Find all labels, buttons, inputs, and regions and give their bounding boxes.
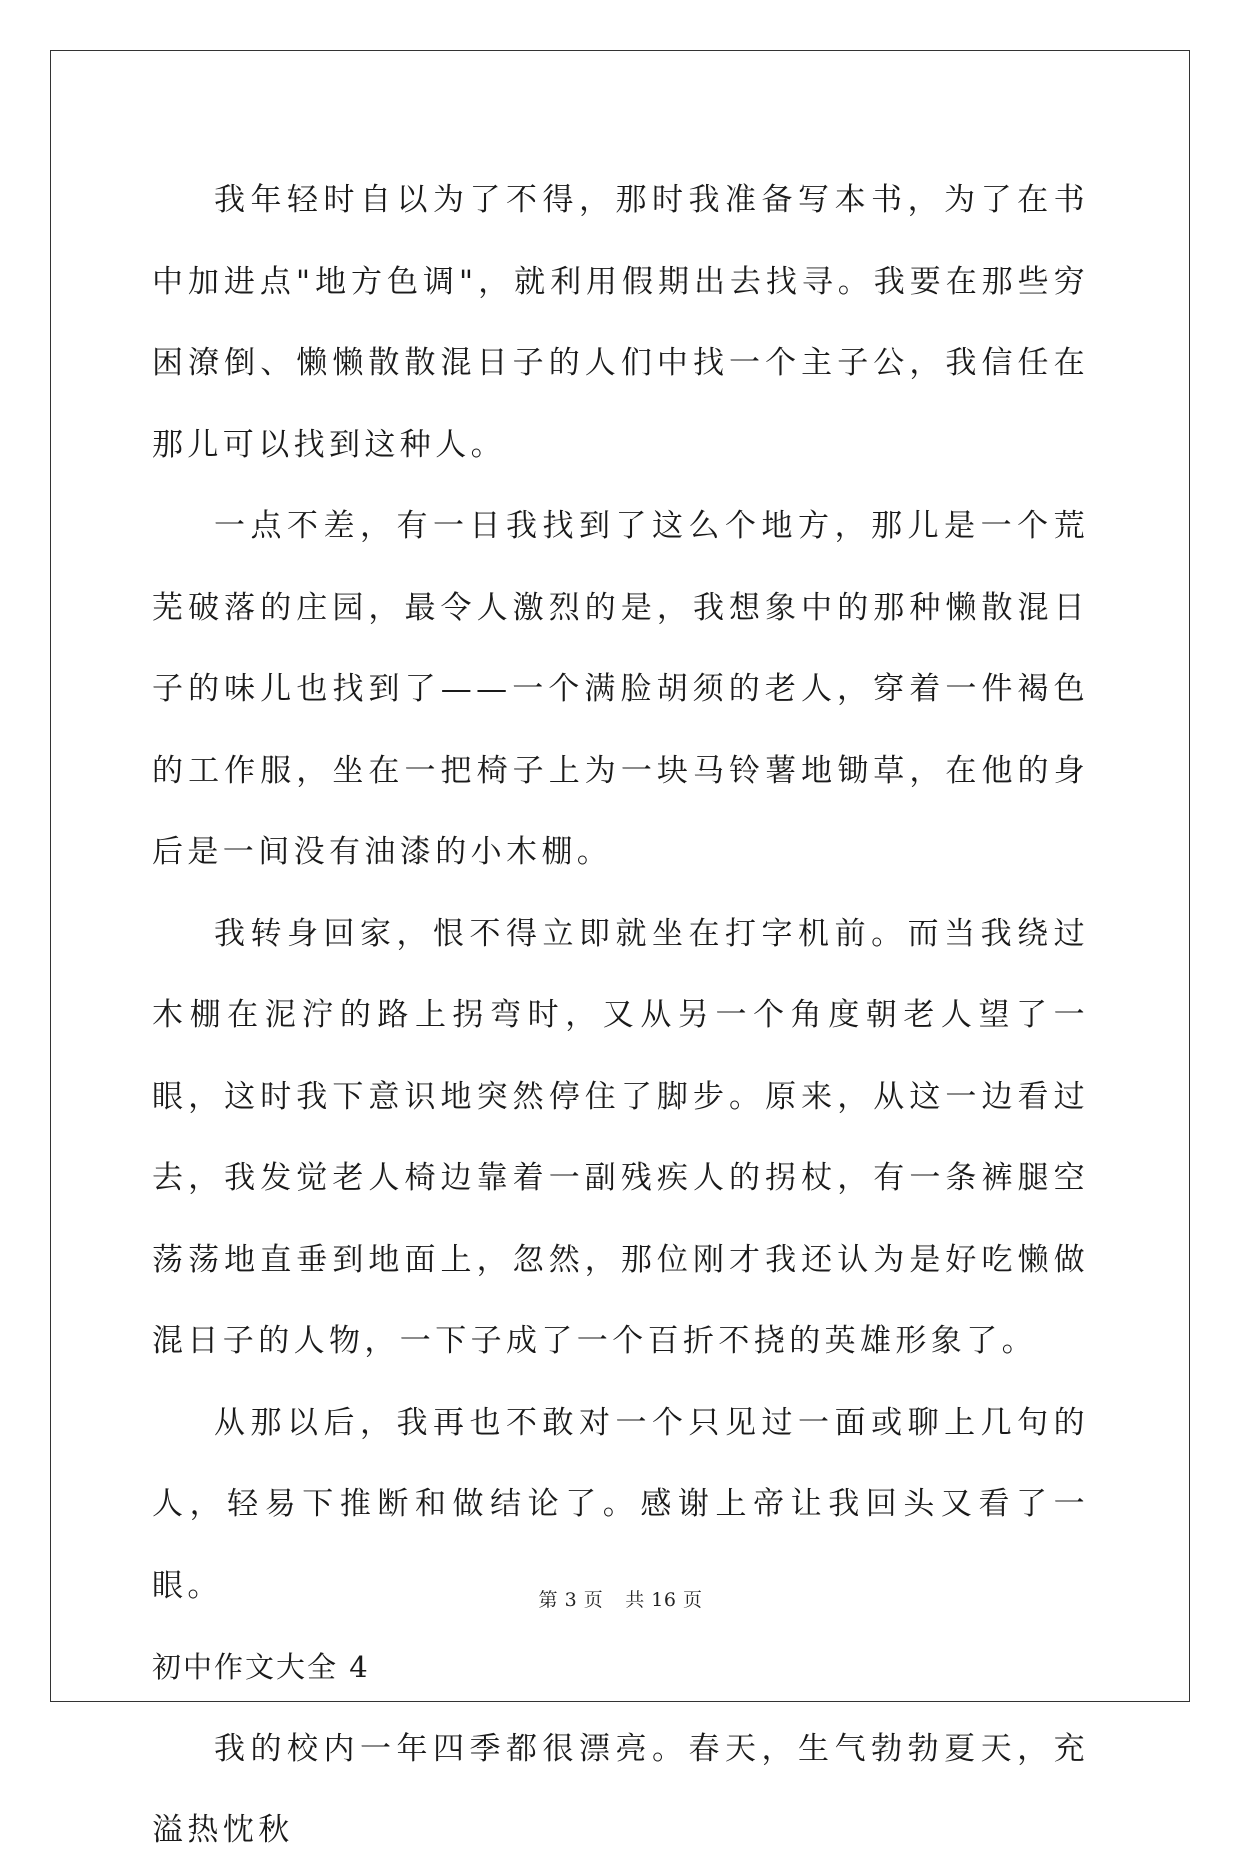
page-total: 共 16 页 [625,1589,703,1611]
page-footer [0,1585,1241,1612]
paragraph-4: 从那以后，我再也不敢对一个只见过一面或聊上几句的人，轻易下推断和做结论了。感谢上帝让我回头又看了一眼。 [152,1404,1089,1604]
paragraph-3: 我转身回家，恨不得立即就坐在打字机前。而当我绕过木棚在泥泞的路上拐弯时，又从另一个角度朝老人望了一眼，这时我下意识地突然停住了脚步。原来，从这一边看过去，我发觉老人椅边靠着一副残疾人的拐杖，有一条裤腿空荡荡地直垂到地面上，忽然，那位刚才我还认为是好吃懒做混日子的人物，一下子成了一个百折不挠的英雄形象了。 [152,915,1089,1359]
page-number: 第 3 页 [538,1589,604,1611]
paragraph-2: 一点不差，有一日我找到了这么个地方，那儿是一个荒芜破落的庄园，最令人激烈的是，我想象中的那种懒散混日子的味儿也找到了——一个满脸胡须的老人，穿着一件褐色的工作服，坐在一把椅子上为一块马铃薯地锄草，在他的身后是一间没有油漆的小木棚。 [152,508,1089,870]
paragraph-5: 我的校内一年四季都很漂亮。春天，生气勃勃夏天，充溢热忱秋 [152,1730,1089,1848]
section-heading: 初中作文大全 4 [152,1650,370,1684]
paragraph-1: 我年轻时自以为了不得，那时我准备写本书，为了在书中加进点"地方色调"，就利用假期出去找寻。我要在那些穷困潦倒、懒懒散散混日子的人们中找一个主子公，我信任在那儿可以找到这种人。 [152,182,1089,463]
document-body [152,160,1089,1872]
